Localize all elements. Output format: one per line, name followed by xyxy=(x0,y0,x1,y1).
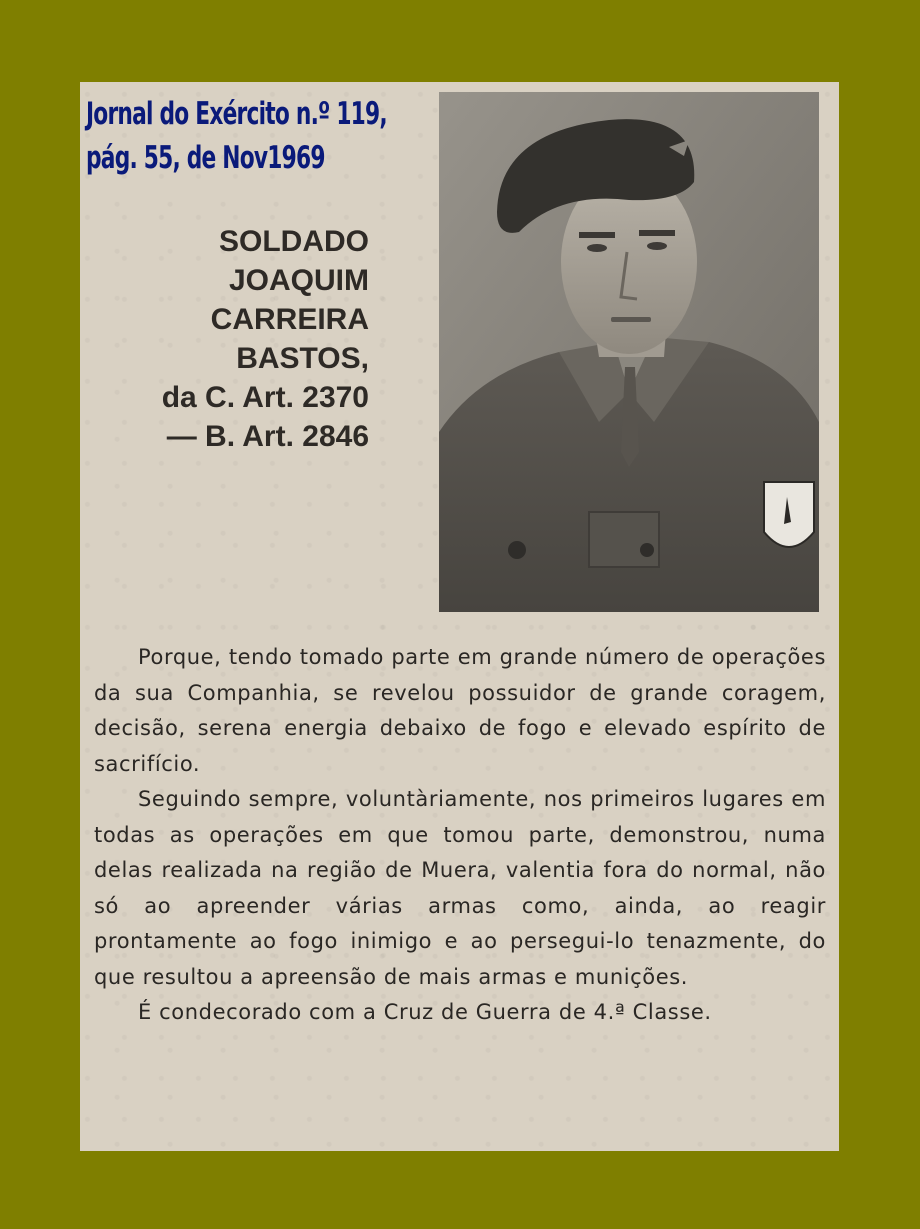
soldier-citation-heading xyxy=(162,222,369,456)
soldier-portrait-photo xyxy=(439,92,819,612)
body-paragraph: É condecorado com a Cruz de Guerra de 4.ª Classe. xyxy=(138,1000,712,1024)
source-caption xyxy=(86,92,387,180)
source-caption-line-1: Jornal do Exército n.º 119, xyxy=(86,96,387,132)
body-paragraph: Porque, tendo tomado parte em grande número de operações da sua Companhia, se revelou possuidor de grande coragem, decisão, serena energia debaixo de fogo e elevado espírito de sacrifício. xyxy=(94,645,826,776)
newspaper-clipping xyxy=(80,82,839,1151)
citation-line: SOLDADO xyxy=(219,225,369,258)
body-paragraph: Seguindo sempre, voluntàriamente, nos primeiros lugares em todas as operações em que tomou parte, demonstrou, numa delas realizada na região de Muera, valentia fora do normal, não só ao apreender várias armas como, ainda, ao reagir prontamente ao fogo inimigo e ao persegui-lo tenazmente, do que resultou a apreensão de mais armas e munições. xyxy=(94,787,826,989)
citation-body xyxy=(94,640,826,1031)
portrait-illustration xyxy=(439,92,819,612)
citation-line: — B. Art. 2846 xyxy=(166,420,369,453)
citation-line: BASTOS, xyxy=(236,342,369,375)
citation-line: CARREIRA xyxy=(210,303,369,336)
citation-line: JOAQUIM xyxy=(228,264,369,297)
source-caption-line-2: pág. 55, de Nov1969 xyxy=(86,140,325,176)
citation-line: da C. Art. 2370 xyxy=(161,381,369,414)
